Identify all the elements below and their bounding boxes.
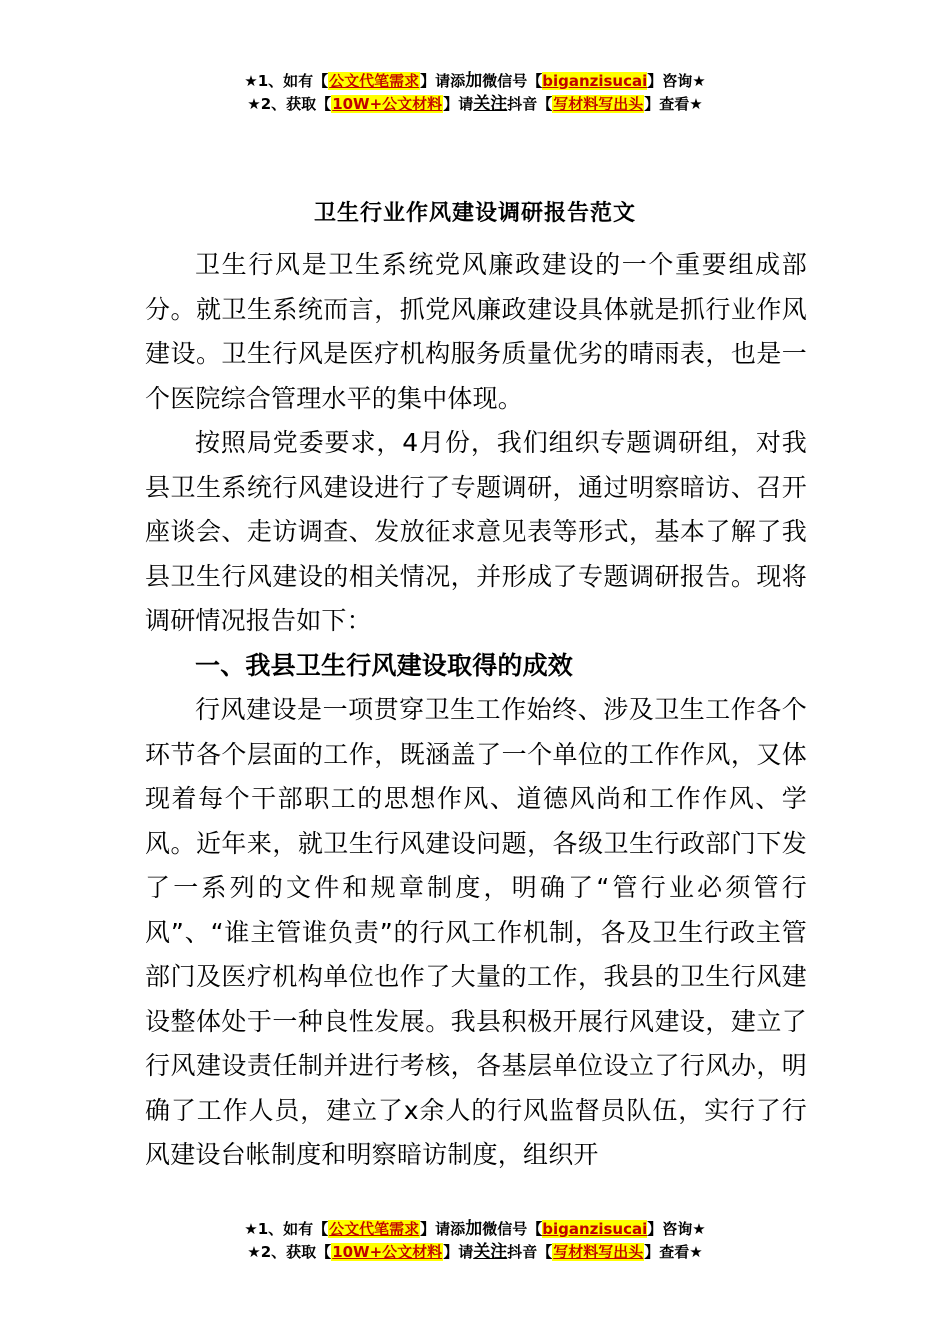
paragraph-intro: 卫生行风是卫生系统党风廉政建设的一个重要组成部分。就卫生系统而言，抓党风廉政建设具体就是抓行业作风建设。卫生行风是医疗机构服务质量优劣的晴雨表，也是一个医院综合管理水平的集中体现。 xyxy=(145,250,807,413)
douyin-account-link[interactable]: 写材料写出头 xyxy=(553,95,644,113)
promo-footer xyxy=(0,1218,950,1264)
promo-line-2: ★2、获取【10W+公文材料】请关注抖音【写材料写出头】查看★ xyxy=(247,1242,703,1262)
wechat-id-link[interactable]: biganzisucai xyxy=(542,72,648,90)
section-heading: 一、我县卫生行风建设取得的成效 xyxy=(195,650,574,680)
paragraph-achievements: 行风建设是一项贯穿卫生工作始终、涉及卫生工作各个环节各个层面的工作，既涵盖了一个单位的工作作风，又体现着每个干部职工的思想作风、道德风尚和工作作风、学风。近年来，就卫生行风建设问题，各级卫生行政部门下发了一系列的文件和规章制度，明确了“管行业必须管行风”、“谁主管谁负责”的行风工作机制，各及卫生行政主管部门及医疗机构单位也作了大量的工作，我县的卫生行风建设整体处于一种良性发展。我县积极开展行风建设，建立了行风建设责任制并进行考核，各基层单位设立了行风办，明确了工作人员，建立了x余人的行风监督员队伍，实行了行风建设台帐制度和明察暗访制度，组织开 xyxy=(145,695,807,1169)
promo-highlight-materials: 10W+公文材料 xyxy=(332,95,443,113)
promo-highlight-service: 公文代笔需求 xyxy=(329,72,420,90)
paragraph-method: 按照局党委要求，4月份，我们组织专题调研组，对我县卫生系统行风建设进行了专题调研，通过明察暗访、召开座谈会、走访调查、发放征求意见表等形式，基本了解了我县卫生行风建设的相关情况，并形成了专题调研报告。现将调研情况报告如下： xyxy=(145,428,807,635)
promo-highlight-service: 公文代笔需求 xyxy=(329,1220,420,1238)
wechat-id-link[interactable]: biganzisucai xyxy=(542,1220,648,1238)
promo-header xyxy=(0,70,950,116)
document-body xyxy=(145,243,807,1178)
douyin-account-link[interactable]: 写材料写出头 xyxy=(553,1243,644,1261)
promo-line-1: ★1、如有【公文代笔需求】请添加微信号【biganzisucai】咨询★ xyxy=(244,71,706,91)
promo-line-2: ★2、获取【10W+公文材料】请关注抖音【写材料写出头】查看★ xyxy=(247,94,703,114)
promo-highlight-materials: 10W+公文材料 xyxy=(332,1243,443,1261)
promo-line-1: ★1、如有【公文代笔需求】请添加微信号【biganzisucai】咨询★ xyxy=(244,1219,706,1239)
document-title: 卫生行业作风建设调研报告范文 xyxy=(313,201,636,226)
